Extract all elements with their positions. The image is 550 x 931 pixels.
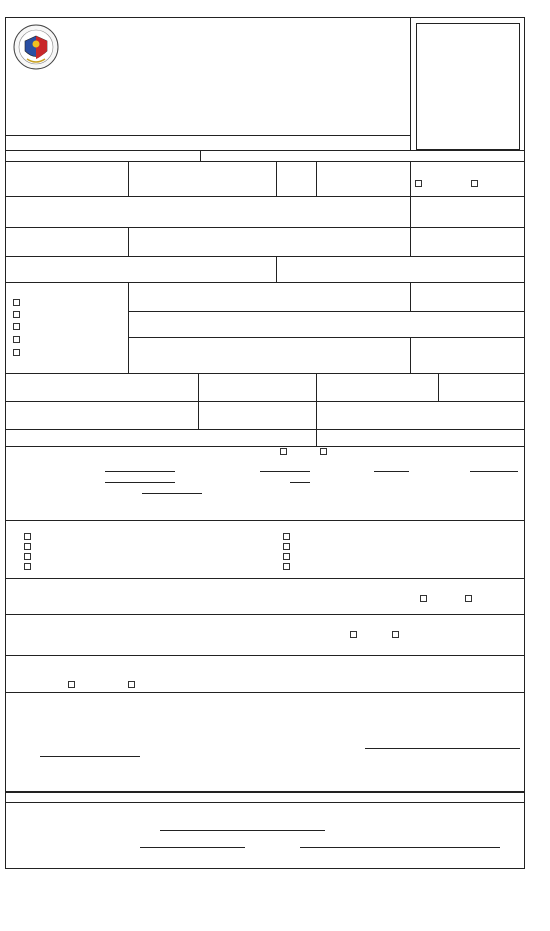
philippine-seal-logo: [13, 24, 59, 70]
q3-yes[interactable]: [68, 681, 77, 688]
civil-widowed[interactable]: [13, 323, 22, 331]
doc-ticket[interactable]: [283, 533, 292, 540]
surname-input[interactable]: [45, 152, 195, 160]
q2-yes-checkbox[interactable]: [350, 631, 357, 638]
doc-financial[interactable]: [24, 553, 33, 560]
single-checkbox[interactable]: [13, 299, 20, 306]
q2-no-checkbox[interactable]: [392, 631, 399, 638]
visa-issued-yes[interactable]: [280, 448, 289, 455]
doc-id[interactable]: [24, 563, 33, 570]
male-checkbox[interactable]: [415, 180, 422, 187]
q1-yes-checkbox[interactable]: [420, 595, 427, 602]
doc-others-checkbox[interactable]: [283, 563, 290, 570]
doc-id-checkbox[interactable]: [24, 563, 31, 570]
female-checkbox[interactable]: [471, 180, 478, 187]
sex-female[interactable]: [471, 180, 480, 188]
visa-yes-checkbox[interactable]: [280, 448, 287, 455]
q2-no[interactable]: [392, 631, 401, 638]
doc-birth-checkbox[interactable]: [24, 543, 31, 550]
doc-ticket-checkbox[interactable]: [283, 533, 290, 540]
married-checkbox[interactable]: [13, 311, 20, 318]
q1-no-checkbox[interactable]: [465, 595, 472, 602]
q2-yes[interactable]: [350, 631, 359, 638]
civil-divorced[interactable]: [13, 349, 22, 357]
first-name-input[interactable]: [265, 152, 515, 160]
doc-invitation-checkbox[interactable]: [283, 553, 290, 560]
visa-no-checkbox[interactable]: [320, 448, 327, 455]
civil-single[interactable]: [13, 299, 22, 307]
doc-financial-checkbox[interactable]: [24, 553, 31, 560]
photo-box[interactable]: [416, 23, 520, 150]
doc-passport[interactable]: [24, 533, 33, 540]
civil-separated[interactable]: [13, 336, 22, 344]
visa-issued-no[interactable]: [320, 448, 329, 455]
q3-no[interactable]: [128, 681, 137, 688]
separated-checkbox[interactable]: [13, 336, 20, 343]
sex-male[interactable]: [415, 180, 424, 188]
q1-yes[interactable]: [420, 595, 429, 602]
doc-affidavit-checkbox[interactable]: [283, 543, 290, 550]
civil-married[interactable]: [13, 311, 22, 319]
doc-affidavit[interactable]: [283, 543, 292, 550]
doc-others[interactable]: [283, 563, 292, 570]
doc-birth[interactable]: [24, 543, 33, 550]
widowed-checkbox[interactable]: [13, 323, 20, 330]
doc-passport-checkbox[interactable]: [24, 533, 31, 540]
q1-no[interactable]: [465, 595, 474, 602]
q3-yes-checkbox[interactable]: [68, 681, 75, 688]
divorced-checkbox[interactable]: [13, 349, 20, 356]
q3-no-checkbox[interactable]: [128, 681, 135, 688]
doc-invitation[interactable]: [283, 553, 292, 560]
